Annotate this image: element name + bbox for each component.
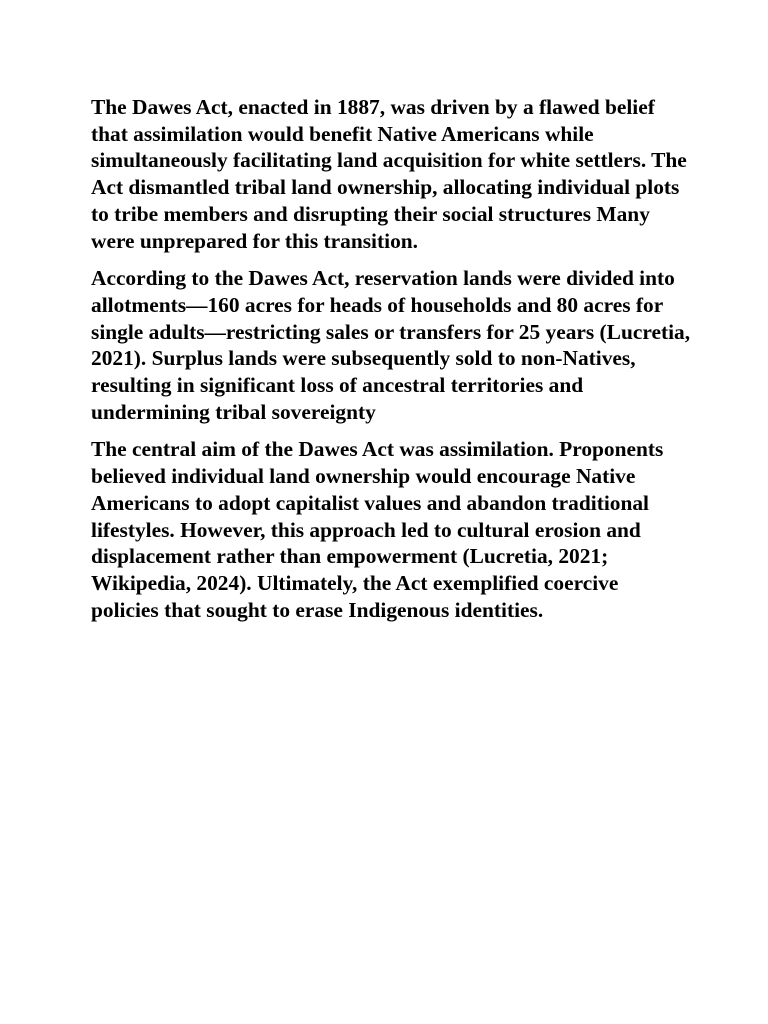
- paragraph-2: According to the Dawes Act, reservation lands were divided into allotments—160 acres for heads of households and 80 acres for single adults—restricting sales or transfers for 25 years (Lucretia, 2021). Surplus lands were subsequently sold to non-Natives, resulting in significant loss of ancestral territories and undermining tribal sovereignty: [91, 266, 691, 424]
- document-body: [91, 94, 691, 634]
- paragraph-3: The central aim of the Dawes Act was assimilation. Proponents believed individual land ownership would encourage Native Americans to adopt capitalist values and abandon traditional lifestyles. However, this approach led to cultural erosion and displacement rather than empowerment (Lucretia, 2021; Wikipedia, 2024). Ultimately, the Act exemplified coercive policies that sought to erase Indigenous identities.: [91, 437, 664, 622]
- paragraph-1: The Dawes Act, enacted in 1887, was driven by a flawed belief that assimilation would benefit Native Americans while simultaneously facilitating land acquisition for white settlers. The Act dismantled tribal land ownership, allocating individual plots to tribe members and disrupting their social structures Many were unprepared for this transition.: [91, 95, 687, 253]
